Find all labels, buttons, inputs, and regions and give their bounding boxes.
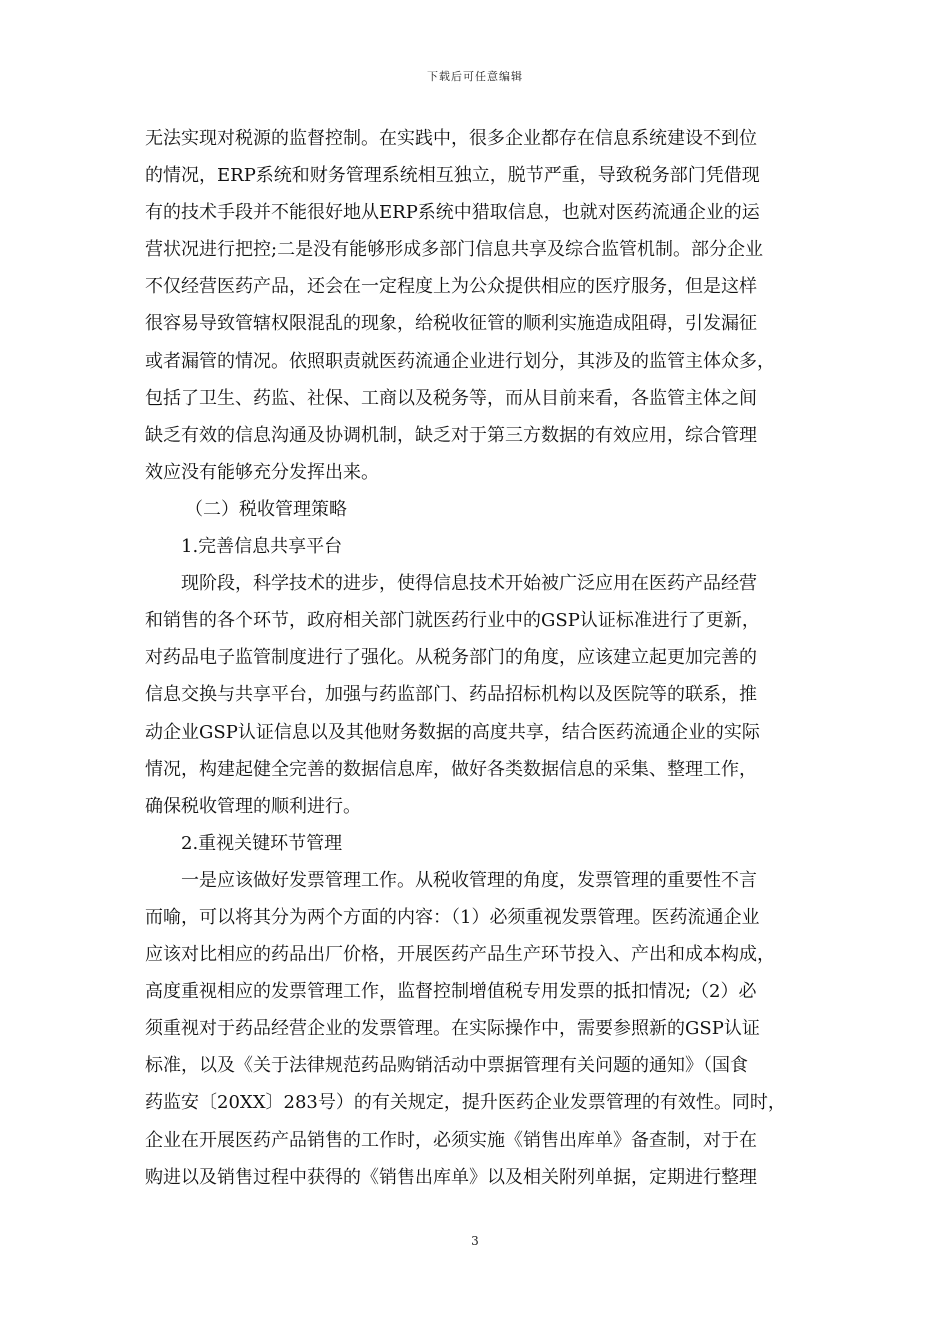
- document-body: [145, 120, 809, 1196]
- text-line: 情况，构建起健全完善的数据信息库，做好各类数据信息的采集、整理工作，: [145, 758, 757, 780]
- page-number: 3: [471, 1234, 479, 1248]
- text-line: 或者漏管的情况。依照职责就医药流通企业进行划分，其涉及的监管主体众多，: [145, 350, 775, 372]
- text-line: 信息交换与共享平台，加强与药监部门、药品招标机构以及医院等的联系，推: [145, 684, 757, 706]
- page-header: 下载后可任意编辑: [427, 70, 523, 83]
- text-line: 动企业GSP认证信息以及其他财务数据的高度共享，结合医药流通企业的实际: [145, 721, 760, 743]
- text-line: 现阶段，科学技术的进步，使得信息技术开始被广泛应用在医药产品经营: [181, 573, 757, 595]
- text-line: 应该对比相应的药品出厂价格，开展医药产品生产环节投入、产出和成本构成，: [145, 944, 775, 966]
- text-line: 和销售的各个环节，政府相关部门就医药行业中的GSP认证标准进行了更新，: [145, 610, 760, 632]
- text-line: 不仅经营医药产品，还会在一定程度上为公众提供相应的医疗服务，但是这样: [145, 276, 757, 298]
- text-line: 而喻，可以将其分为两个方面的内容：（1）必须重视发票管理。医药流通企业: [145, 906, 760, 928]
- text-line: 有的技术手段并不能很好地从ERP系统中猎取信息，也就对医药流通企业的运: [145, 202, 760, 224]
- text-line: 营状况进行把控;二是没有能够形成多部门信息共享及综合监管机制。部分企业: [145, 239, 764, 261]
- text-line: 无法实现对税源的监督控制。在实践中，很多企业都存在信息系统建设不到位: [145, 128, 757, 149]
- text-line: 对药品电子监管制度进行了强化。从税务部门的角度，应该建立起更加完善的: [145, 647, 757, 669]
- text-line: 药监安〔20XX〕283号）的有关规定，提升医药企业发票管理的有效性。同时，: [145, 1092, 786, 1114]
- text-line: 标准，以及《关于法律规范药品购销活动中票据管理有关问题的通知》（国食: [145, 1055, 748, 1077]
- text-line: 一是应该做好发票管理工作。从税收管理的角度，发票管理的重要性不言: [181, 869, 757, 891]
- text-line: 购进以及销售过程中获得的《销售出库单》以及相关附列单据，定期进行整理: [145, 1166, 757, 1188]
- text-line: 2.重视关键环节管理: [181, 832, 343, 854]
- text-line: 企业在开展医药产品销售的工作时，必须实施《销售出库单》备查制，对于在: [145, 1129, 757, 1151]
- text-line: 很容易导致管辖权限混乱的现象，给税收征管的顺利实施造成阻碍，引发漏征: [145, 313, 757, 335]
- text-line: 的情况，ERP系统和财务管理系统相互独立，脱节严重，导致税务部门凭借现: [145, 165, 760, 187]
- text-line: 须重视对于药品经营企业的发票管理。在实际操作中，需要参照新的GSP认证: [145, 1018, 760, 1040]
- text-line: 1.完善信息共享平台: [181, 536, 343, 558]
- text-line: 包括了卫生、药监、社保、工商以及税务等，而从目前来看，各监管主体之间: [145, 387, 757, 409]
- text-line: （二）税收管理策略: [185, 498, 347, 520]
- text-line: 确保税收管理的顺利进行。: [145, 795, 361, 817]
- text-line: 缺乏有效的信息沟通及协调机制，缺乏对于第三方数据的有效应用，综合管理: [145, 424, 757, 446]
- text-line: 高度重视相应的发票管理工作，监督控制增值税专用发票的抵扣情况;（2）必: [145, 981, 757, 1003]
- text-line: 效应没有能够充分发挥出来。: [145, 461, 379, 483]
